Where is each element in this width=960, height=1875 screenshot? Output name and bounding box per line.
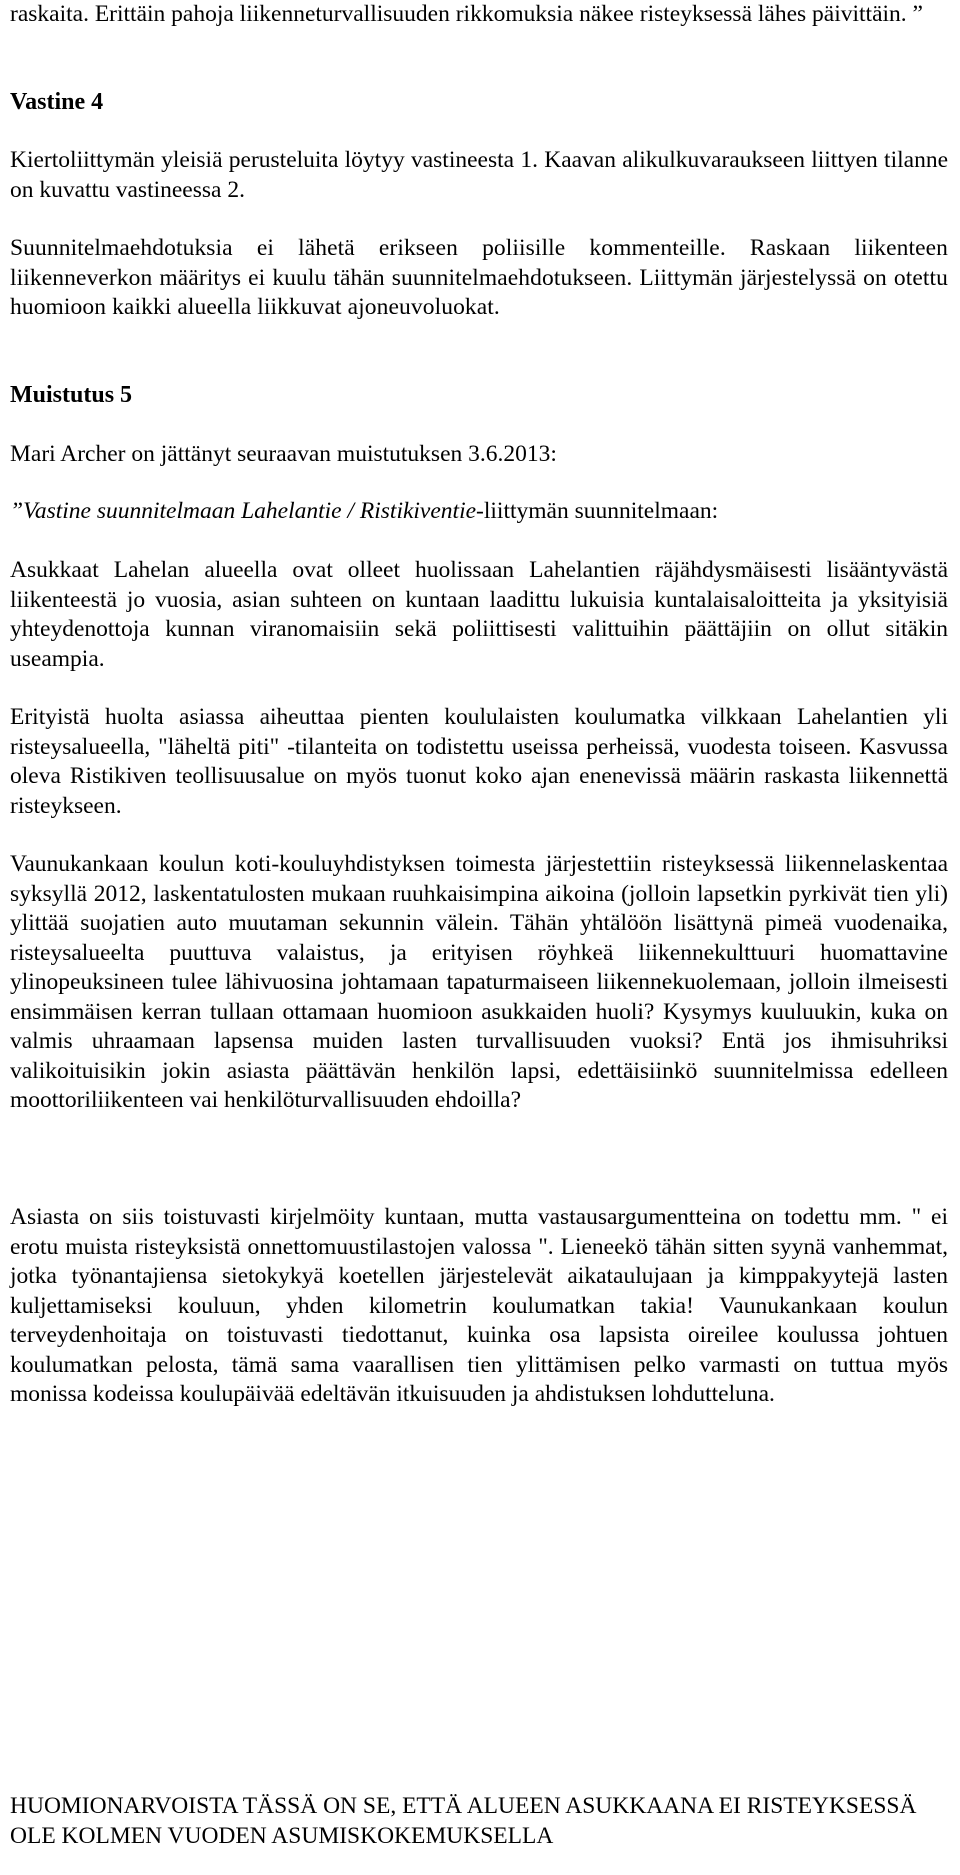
- intro-continuation-paragraph: raskaita. Erittäin pahoja liikenneturvallisuuden rikkomuksia näkee risteyksessä lähes päivittäin. ”: [10, 1, 923, 27]
- vastine-paragraph-2: Suunnitelmaehdotuksia ei lähetä erikseen poliisille kommenteille. Raskaan liikenteen liikenneverkon määritys ei kuulu tähän suunnitelmaehdotukseen. Liittymän järjestelyssä on otettu huomioon kaikki alueella liikkuvat ajoneuvoluokat.: [10, 235, 948, 320]
- quote-title-line: [10, 497, 948, 527]
- paragraph-erityista: Erityistä huolta asiassa aiheuttaa pienten koululaisten koulumatka vilkkaan Lahelantien yli risteysalueella, "läheltä piti" -tilanteita on todistettu useissa perheissä, vuodesta toiseen. Kasvussa oleva Ristikiven teollisuusalue on myös tuonut koko ajan enenevissä määrin raskasta liikennettä risteykseen.: [10, 704, 948, 819]
- paragraph-asukkaat: Asukkaat Lahelan alueella ovat olleet huolissaan Lahelantien räjähdysmäisesti lisääntyvästä liikenteestä jo vuosia, asian suhteen on kuntaan laadittu lukuisia kuntalaisaloitteita ja yksityisiä yhteydenottoja kunnan viranomaisiin sekä poliittisesti valittuihin päättäjiin on ollut sitäkin useampia.: [10, 557, 948, 672]
- quote-title-italic: ”Vastine suunnitelmaan Lahelantie / Ristikiventie: [10, 498, 477, 524]
- vastine-4-heading: Vastine 4: [10, 89, 104, 115]
- quote-title-rest: -liittymän suunnitelmaan:: [476, 498, 719, 524]
- paragraph-asiasta: Asiasta on siis toistuvasti kirjelmöity kuntaan, mutta vastausargumentteina on todettu mm. " ei erotu muista risteyksistä onnettomuustilastojen valossa ". Lieneekö tähän sitten syynä vanhemmat, jotka työnantajiensa sietokykyä koetellen järjestelevät aikataulujaan ja kimppakyytejä lasten kuljettamiseksi kouluun, yhden kilometrin koulumatkan takia! Vaunukankaan koulun terveydenhoitaja on toistuvasti tiedottanut, kuinka osa lapsista oireilee koulussa johtuen koulumatkan pelosta, tämä sama vaarallisen tien ylittämisen pelko varmasti on tuttua myös monissa kodeissa koulupäivää edeltävän itkuisuuden ja ahdistuksen lohdutteluna.: [10, 1204, 948, 1407]
- muistutus-5-heading: Muistutus 5: [10, 382, 133, 408]
- paragraph-vaunukankaan: Vaunukankaan koulun koti-kouluyhdistyksen toimesta järjestettiin risteyksessä liikennelaskentaa syksyllä 2012, laskentatulosten mukaan ruuhkaisimpina aikoina (jolloin lapsetkin pyrkivät tien yli) ylittää suojatien auto muutaman sekunnin välein. Tähän yhtälöön lisättynä pimeä vuodenaika, risteysalueelta puuttuva valaistus, ja erityisen röyhkeä liikennekulttuuri huomattavine ylinopeuksineen tulee lähivuosina johtamaan tapaturmaiseen liikennekuolemaan, jolloin ilmeisesti ensimmäisen kerran tullaan ottamaan huomioon asukkaiden huoli? Kysymys kuuluukin, kuka on valmis uhraamaan lapsensa muiden lasten turvallisuuden vuoksi? Entä jos ihmisuhriksi valikoituisikin jokin asiasta päättävän henkilön lapsi, edettäisiinkö suunnitelmissa edelleen moottoriliikenteen vai henkilöturvallisuuden ehdoilla?: [10, 851, 948, 1113]
- paragraph-huomionarvoista: HUOMIONARVOISTA TÄSSÄ ON SE, ETTÄ ALUEEN ASUKKAANA EI RISTEYKSESSÄ OLE KOLMEN VUODEN ASUMISKOKEMUKSELLA: [10, 1793, 917, 1849]
- vastine-paragraph-1: Kiertoliittymän yleisiä perusteluita löytyy vastineesta 1. Kaavan alikulkuvaraukseen liittyen tilanne on kuvattu vastineessa 2.: [10, 147, 948, 203]
- muistutus-intro: Mari Archer on jättänyt seuraavan muistutuksen 3.6.2013:: [10, 441, 557, 467]
